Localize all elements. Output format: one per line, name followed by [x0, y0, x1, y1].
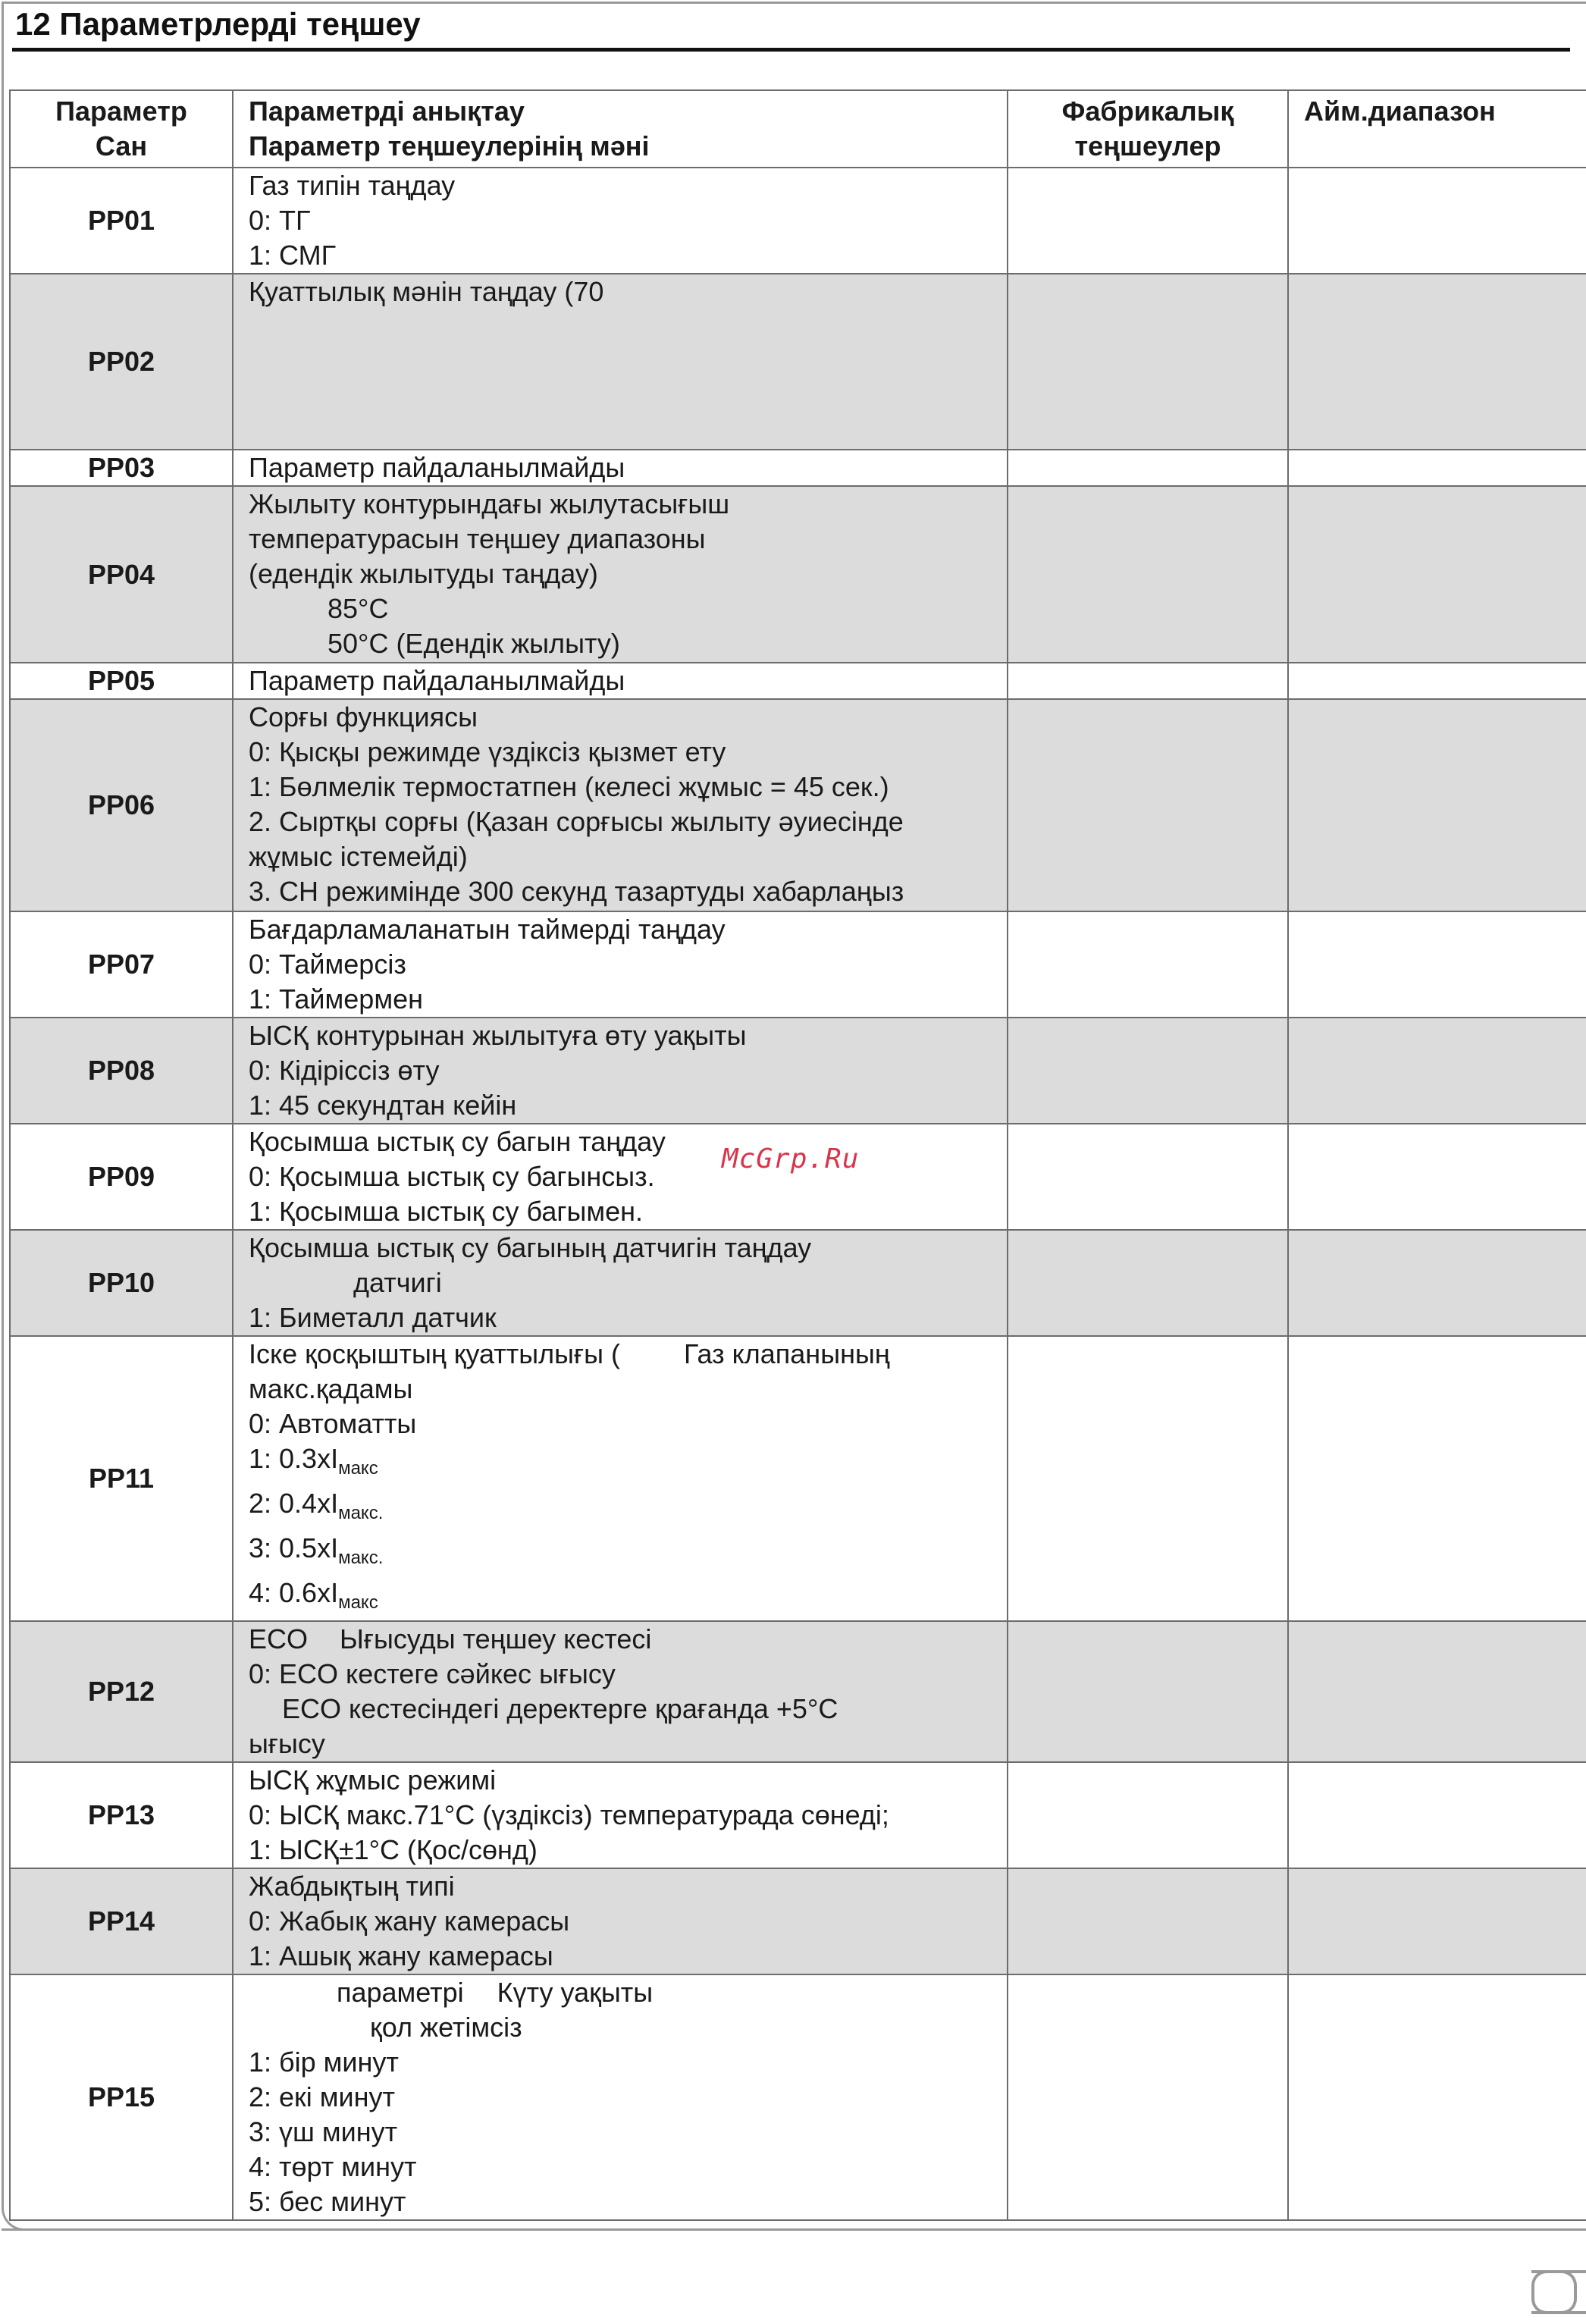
param-code: PP02 — [10, 274, 233, 450]
range-cell — [1288, 450, 1586, 486]
table-header-row — [10, 90, 1586, 168]
table-row — [10, 450, 1586, 486]
range-cell — [1288, 663, 1586, 699]
table-row — [10, 274, 1586, 450]
param-code: PP08 — [10, 1018, 233, 1124]
param-code: PP04 — [10, 486, 233, 663]
factory-value-cell — [1008, 1230, 1288, 1336]
param-code: PP09 — [10, 1124, 233, 1230]
param-code: PP14 — [10, 1868, 233, 1974]
range-cell — [1288, 1762, 1586, 1868]
title-rule — [12, 48, 1570, 52]
table-row — [10, 1762, 1586, 1868]
factory-value-cell — [1008, 450, 1288, 486]
table-row — [10, 1018, 1586, 1124]
param-description: параметрі Күту уақыты қол жетімсіз 1: бір минут 2: екі минут 3: үш минут 4: төрт минут 5: бес минут — [233, 1974, 1008, 2220]
factory-value-cell — [1008, 486, 1288, 663]
factory-value-cell — [1008, 1124, 1288, 1230]
param-description: Іске қосқыштың қуаттылығы ( Газ клапанының макс.қадамы 0: Автоматты 1: $0.3xI_{макс}$ 2: $0.4xI_{макс.}$ 3: $0.5xI_{макс.}$ 4: $0.6xI_{макс}$ — [233, 1336, 1008, 1621]
table-row — [10, 168, 1586, 274]
table-row — [10, 1621, 1586, 1762]
factory-value-cell — [1008, 1974, 1288, 2220]
factory-value-cell — [1008, 1336, 1288, 1621]
factory-value-cell — [1008, 663, 1288, 699]
range-cell — [1288, 699, 1586, 911]
header-parameter-definition: Параметрді анықтау Параметр теңшеулерінің мәні — [233, 90, 1008, 168]
range-cell — [1288, 1124, 1586, 1230]
param-description: Қуаттылық мәнін таңдау (70 — [233, 274, 1008, 450]
param-description: Жылыту контурындағы жылутасығыш температурасын теңшеу диапазоны (едендік жылытуды таңдау) 85°C 50°C (Едендік жылыту) — [233, 486, 1008, 663]
param-description: Жабдықтың типі 0: Жабық жану камерасы 1: Ашық жану камерасы — [233, 1868, 1008, 1974]
param-description: Қосымша ыстық су багын таңдау 0: Қосымша ыстық су багынсыз. 1: Қосымша ыстық су багымен. — [233, 1124, 1008, 1230]
table-row — [10, 1230, 1586, 1336]
param-description: ECO Ығысуды теңшеу кестесі 0: ECO кестеге сәйкес ығысу ECO кестесіндегі деректерге қрағанда +5°C ығысу — [233, 1621, 1008, 1762]
param-description: ЫСҚ жұмыс режимі 0: ЫСҚ макс.71°C (үздіксіз) температурада сөнеді; 1: ЫСҚ±1°C (Қос/сөнд) — [233, 1762, 1008, 1868]
factory-value-cell — [1008, 1868, 1288, 1974]
header-parameter-number: Параметр Сан — [10, 90, 233, 168]
param-code: PP07 — [10, 911, 233, 1018]
factory-value-cell — [1008, 274, 1288, 450]
param-code: PP11 — [10, 1336, 233, 1621]
param-code: PP13 — [10, 1762, 233, 1868]
factory-value-cell — [1008, 1018, 1288, 1124]
param-code: PP03 — [10, 450, 233, 486]
param-code: PP15 — [10, 1974, 233, 2220]
range-cell — [1288, 274, 1586, 450]
watermark: McGrp.Ru — [722, 1143, 860, 1175]
param-code: PP12 — [10, 1621, 233, 1762]
table-row — [10, 1336, 1586, 1621]
section-title: 12 Параметрлерді теңшеу — [15, 6, 421, 42]
param-code: PP10 — [10, 1230, 233, 1336]
param-description: Қосымша ыстық су багының датчигін таңдау датчигі 1: Биметалл датчик — [233, 1230, 1008, 1336]
header-factory-settings: Фабрикалық теңшеулер — [1008, 90, 1288, 168]
range-cell — [1288, 1018, 1586, 1124]
table-row — [10, 663, 1586, 699]
param-description: ЫСҚ контурынан жылытуға өту уақыты 0: Кідіріссіз өту 1: 45 секундтан кейін — [233, 1018, 1008, 1124]
factory-value-cell — [1008, 1621, 1288, 1762]
range-cell — [1288, 1336, 1586, 1621]
param-description: Сорғы функциясы 0: Қысқы режимде үздіксіз қызмет ету 1: Бөлмелік термостатпен (келесі жұмыс = 45 сек.) 2. Сыртқы сорғы (Қазан сорғысы жылыту әуиесінде жұмыс істемейді) 3. CH режимінде 300 секунд тазартуды хабарлаңыз — [233, 699, 1008, 911]
table-row — [10, 911, 1586, 1018]
range-cell — [1288, 1230, 1586, 1336]
range-cell — [1288, 911, 1586, 1018]
table-row — [10, 1868, 1586, 1974]
param-description: Газ типін таңдау 0: ТГ 1: СМГ — [233, 168, 1008, 274]
header-range: Айм.диапазон — [1288, 90, 1586, 168]
range-cell — [1288, 1974, 1586, 2220]
param-description: Бағдарламаланатын таймерді таңдау 0: Таймерсіз 1: Таймермен — [233, 911, 1008, 1018]
param-code: PP01 — [10, 168, 233, 274]
table-row — [10, 1974, 1586, 2220]
factory-value-cell — [1008, 911, 1288, 1018]
table-row — [10, 486, 1586, 663]
param-description: Параметр пайдаланылмайды — [233, 450, 1008, 486]
table-row — [10, 1124, 1586, 1230]
table-row — [10, 699, 1586, 911]
param-description: Параметр пайдаланылмайды — [233, 663, 1008, 699]
range-cell — [1288, 486, 1586, 663]
page-corner-tab — [1531, 2270, 1586, 2314]
range-cell — [1288, 1868, 1586, 1974]
param-code: PP06 — [10, 699, 233, 911]
range-cell — [1288, 168, 1586, 274]
factory-value-cell — [1008, 168, 1288, 274]
factory-value-cell — [1008, 1762, 1288, 1868]
range-cell — [1288, 1621, 1586, 1762]
factory-value-cell — [1008, 699, 1288, 911]
param-code: PP05 — [10, 663, 233, 699]
